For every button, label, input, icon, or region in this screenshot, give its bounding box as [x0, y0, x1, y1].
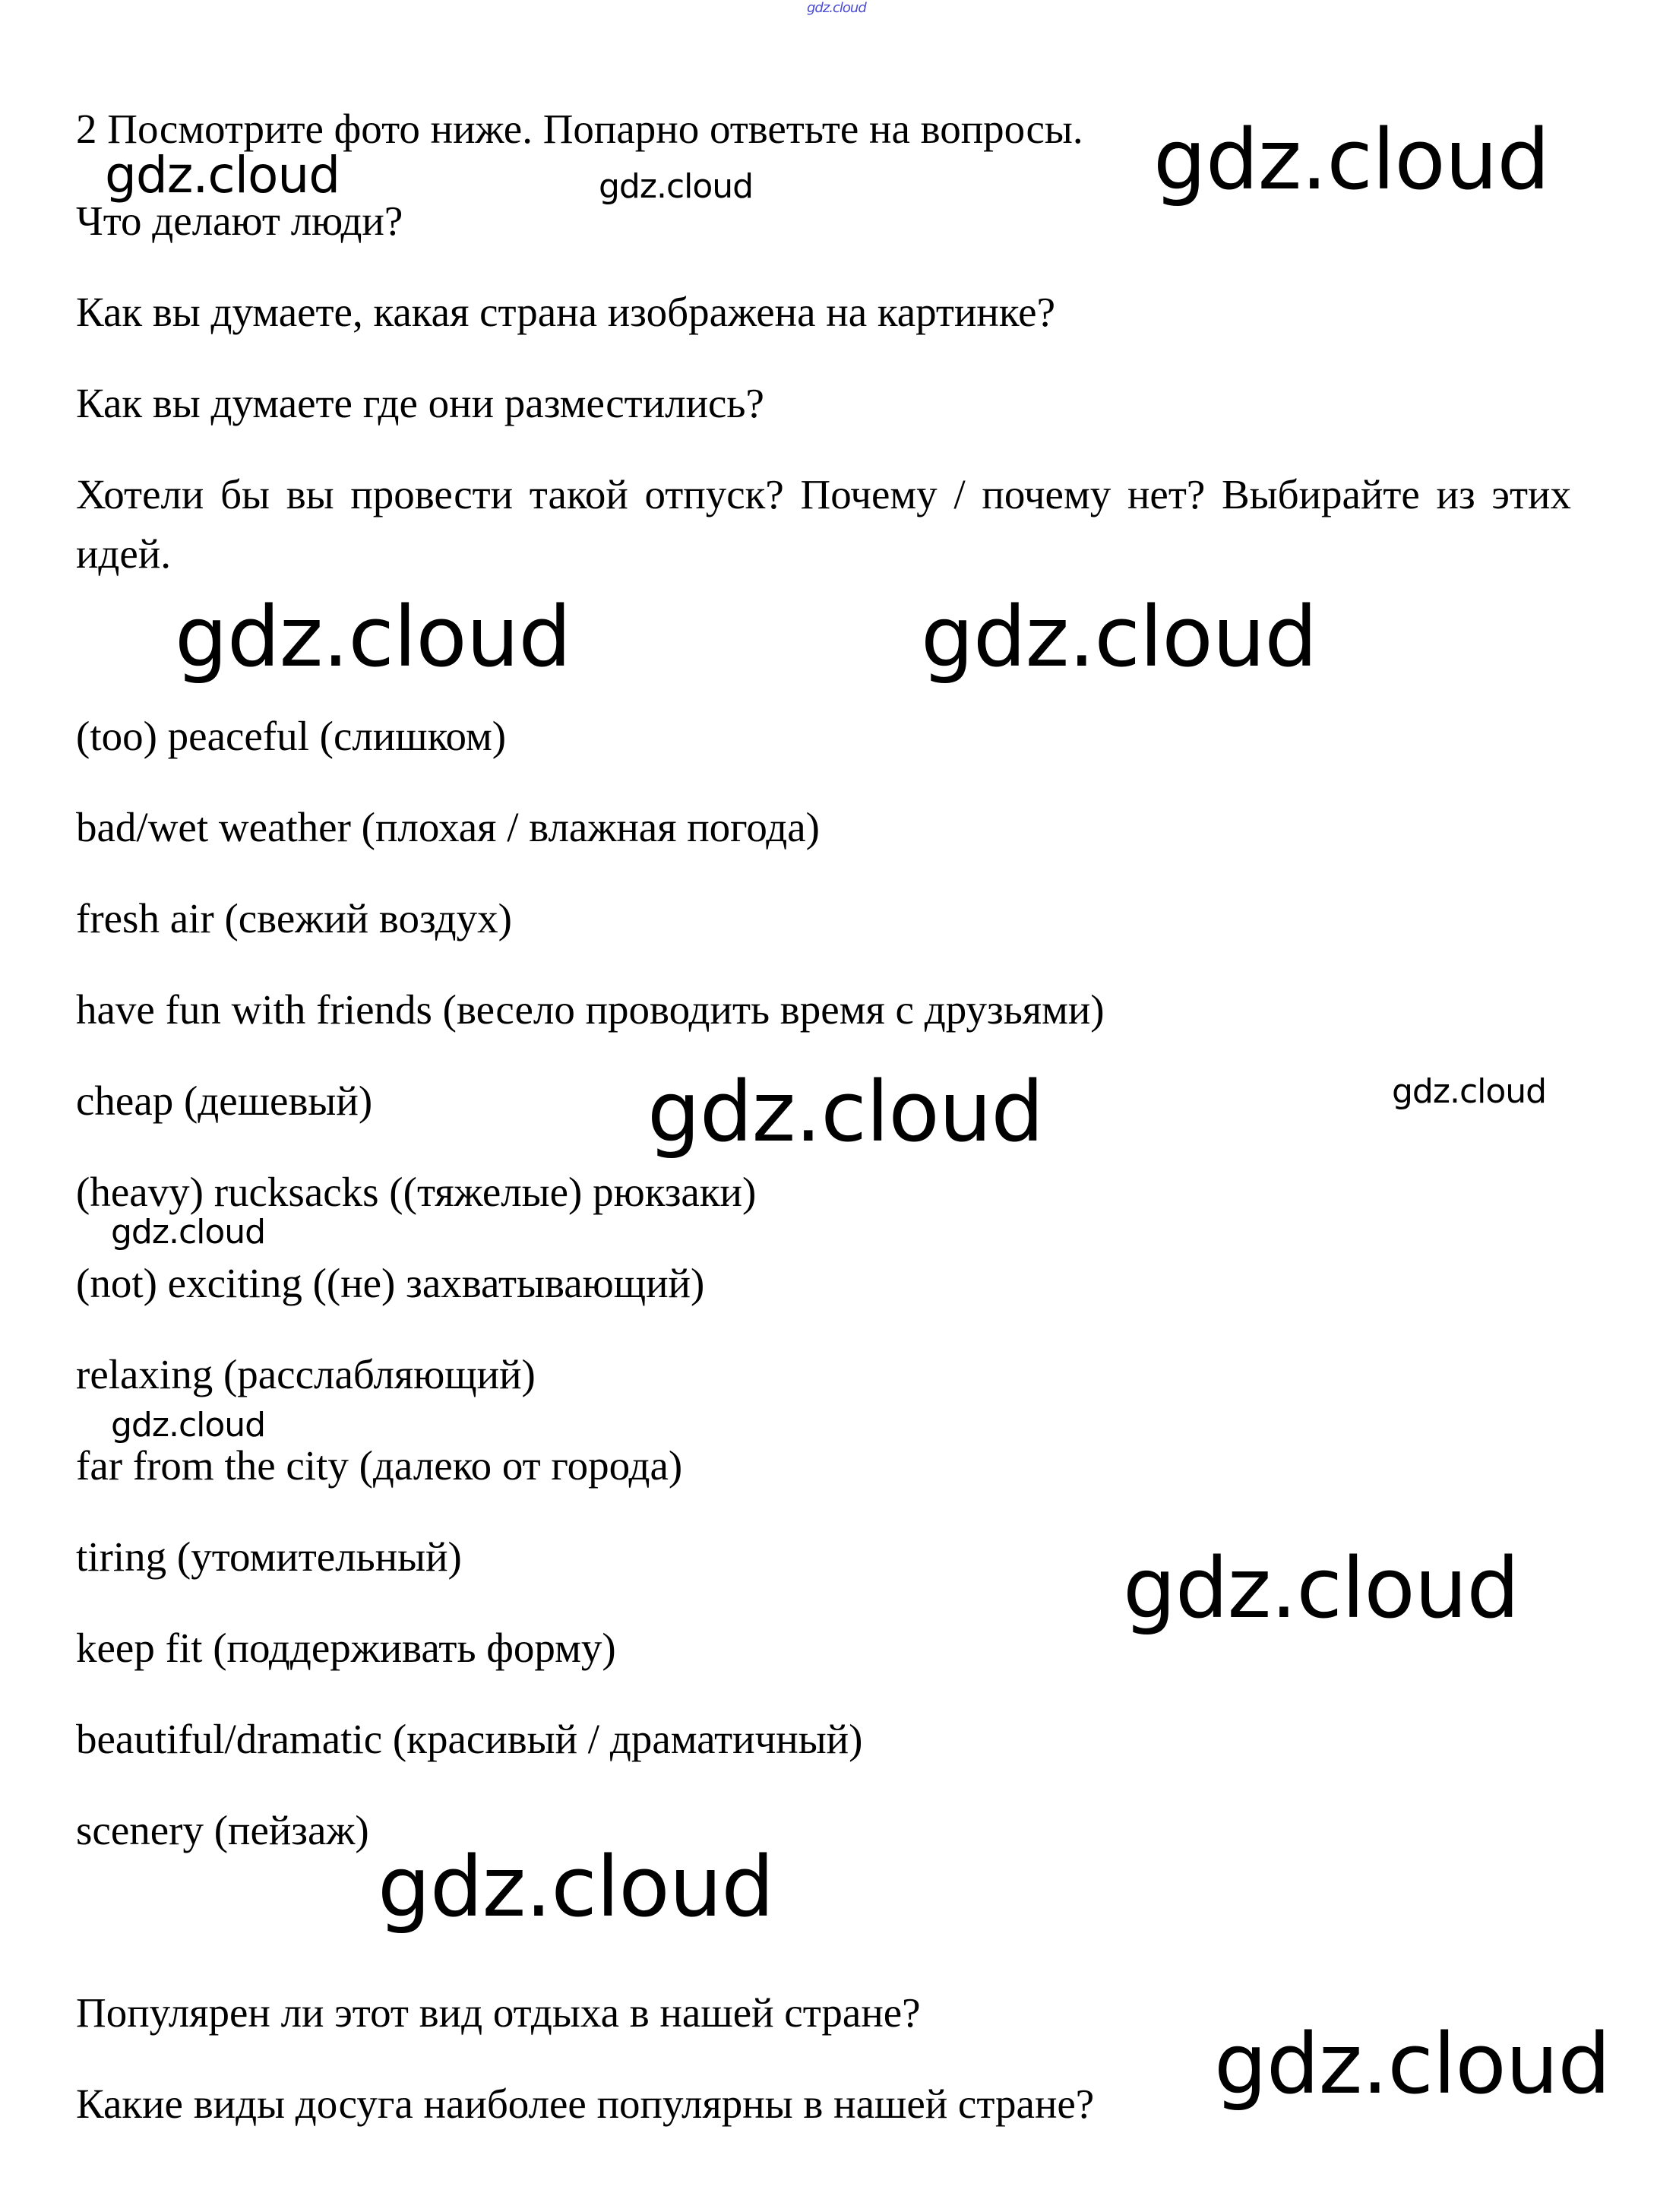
exercise-heading: 2 Посмотрите фото ниже. Попарно ответьте на вопросы.: [76, 106, 1083, 152]
watermark: gdz.cloud: [1392, 1072, 1547, 1111]
idea-item: far from the city (далеко от города): [76, 1442, 683, 1489]
question-leisure-types: Какие виды досуга наиболее популярны в нашей стране?: [76, 2081, 1095, 2127]
watermark: gdz.cloud: [111, 1406, 266, 1445]
idea-item: (heavy) rucksacks ((тяжелые) рюкзаки): [76, 1169, 757, 1215]
watermark: gdz.cloud: [599, 167, 754, 206]
idea-item: (too) peaceful (слишком): [76, 713, 507, 759]
idea-item: tiring (утомительный): [76, 1533, 462, 1580]
question-which-country: Как вы думаете, какая страна изображена на картинке?: [76, 289, 1056, 335]
watermark: gdz.cloud: [105, 146, 340, 204]
question-holiday-preference: Хотели бы вы провести такой отпуск? Почему / почему нет? Выбирайте из этих идей.: [76, 471, 1571, 577]
idea-item: fresh air (свежий воздух): [76, 895, 512, 941]
idea-item: (not) exciting ((не) захватывающий): [76, 1260, 705, 1306]
question-where-stayed: Как вы думаете где они разместились?: [76, 380, 764, 426]
question-what-people-do: Что делают люди?: [76, 198, 403, 244]
watermark: gdz.cloud: [647, 1063, 1044, 1160]
watermark: gdz.cloud: [111, 1213, 266, 1252]
watermark: gdz.cloud: [175, 588, 571, 685]
idea-item: keep fit (поддерживать форму): [76, 1625, 616, 1671]
idea-item: have fun with friends (весело проводить время с друзьями): [76, 986, 1105, 1033]
question-popularity: Популярен ли этот вид отдыха в нашей стране?: [76, 1989, 921, 2036]
watermark: gdz.cloud: [1153, 111, 1550, 208]
watermark: gdz.cloud: [1214, 2015, 1611, 2112]
idea-item: scenery (пейзаж): [76, 1807, 369, 1853]
idea-item: relaxing (расслабляющий): [76, 1351, 536, 1397]
watermark: gdz.cloud: [921, 588, 1317, 685]
watermark-top: gdz.cloud: [807, 0, 866, 16]
idea-item: bad/wet weather (плохая / влажная погода): [76, 804, 820, 850]
watermark: gdz.cloud: [378, 1838, 774, 1935]
idea-item: cheap (дешевый): [76, 1078, 373, 1124]
watermark: gdz.cloud: [1123, 1540, 1519, 1637]
idea-item: beautiful/dramatic (красивый / драматичный): [76, 1716, 863, 1762]
